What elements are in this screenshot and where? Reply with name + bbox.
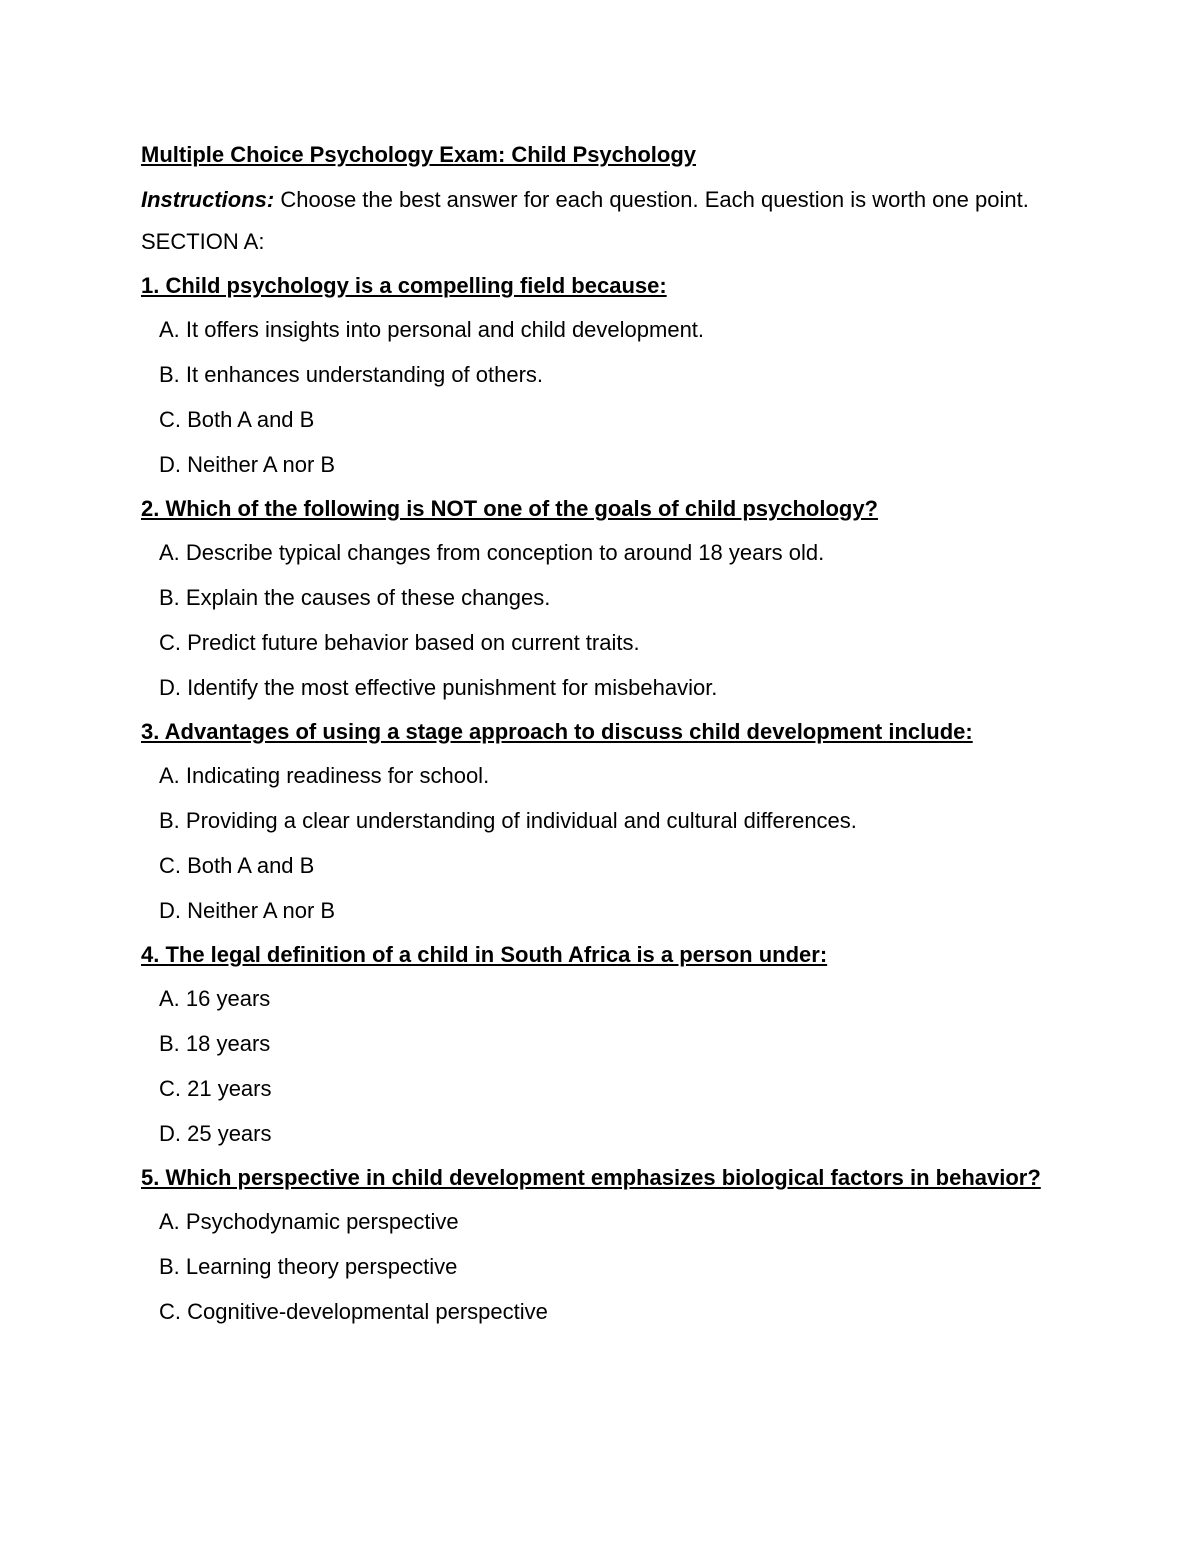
option-c: C. Both A and B <box>159 407 315 432</box>
option-d: D. Identify the most effective punishment for misbehavior. <box>159 675 718 700</box>
instructions <box>141 185 1041 214</box>
option-b: B. Explain the causes of these changes. <box>159 585 551 610</box>
option-c: C. Predict future behavior based on current traits. <box>159 630 640 655</box>
option-b: B. Learning theory perspective <box>159 1254 458 1279</box>
question-2 <box>141 496 1041 702</box>
question-text: 4. The legal definition of a child in South Africa is a person under: <box>141 942 828 967</box>
option-a: A. 16 years <box>159 986 271 1011</box>
question-text: 1. Child psychology is a compelling field because: <box>141 273 667 298</box>
option-a: A. It offers insights into personal and child development. <box>159 317 705 342</box>
question-3 <box>141 719 1041 925</box>
option-a: A. Psychodynamic perspective <box>159 1209 459 1234</box>
option-c: C. 21 years <box>159 1076 272 1101</box>
question-text: 5. Which perspective in child development emphasizes biological factors in behavior? <box>141 1165 1041 1190</box>
exam-page <box>141 141 1041 1343</box>
instructions-label: Instructions: <box>141 187 275 212</box>
question-1 <box>141 273 1041 479</box>
question-text: 3. Advantages of using a stage approach to discuss child development include: <box>141 719 973 744</box>
question-text: 2. Which of the following is NOT one of the goals of child psychology? <box>141 496 878 521</box>
option-b: B. Providing a clear understanding of individual and cultural differences. <box>159 808 857 833</box>
question-5 <box>141 1165 1041 1326</box>
option-c: C. Cognitive-developmental perspective <box>159 1299 548 1324</box>
section-heading: SECTION A: <box>141 229 265 254</box>
exam-title: Multiple Choice Psychology Exam: Child Psychology <box>141 142 696 167</box>
option-b: B. It enhances understanding of others. <box>159 362 544 387</box>
instructions-text: Choose the best answer for each question. Each question is worth one point. <box>274 187 1029 212</box>
option-a: A. Describe typical changes from conception to around 18 years old. <box>159 540 825 565</box>
option-d: D. Neither A nor B <box>159 452 336 477</box>
question-4 <box>141 942 1041 1148</box>
option-a: A. Indicating readiness for school. <box>159 763 490 788</box>
option-b: B. 18 years <box>159 1031 271 1056</box>
option-c: C. Both A and B <box>159 853 315 878</box>
option-d: D. 25 years <box>159 1121 272 1146</box>
option-d: D. Neither A nor B <box>159 898 336 923</box>
